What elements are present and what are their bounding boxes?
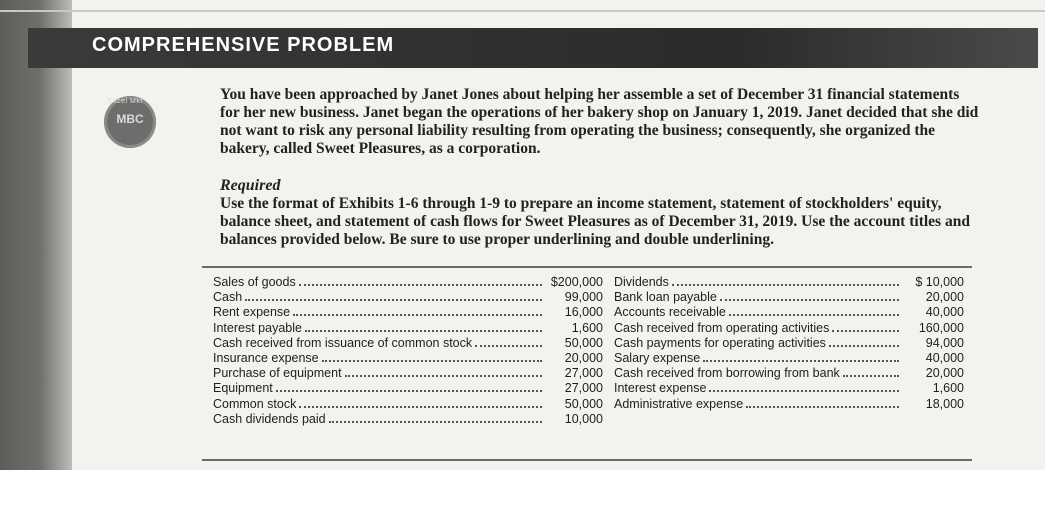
leader-dots [843,366,899,377]
account-amount: 27,000 [564,381,603,396]
account-amount: 18,000 [925,396,964,411]
account-label: Salary expense [614,350,701,365]
problem-intro: You have been approached by Janet Jones about helping her assemble a set of December 31 financial statements for her new business. Janet began the operations of her bakery shop on January 1, 2019. Janet decided that she did not want to risk any personal liability resulting from operating the business; consequently, she organized the bakery, called Sweet Pleasures, as a corporation. [220,86,979,157]
leader-dots [729,305,899,316]
table-row [614,321,964,336]
account-label: Insurance expense [213,350,319,365]
leader-dots [829,336,899,347]
account-label: Common stock [213,396,297,411]
leader-dots [709,381,899,392]
accounts-table-right [614,275,964,412]
account-amount: $ 10,000 [915,275,964,289]
account-label: Cash received from borrowing from bank [614,366,840,381]
leader-dots [672,275,899,286]
table-row [213,397,603,412]
account-amount: 20,000 [564,350,603,365]
table-row [614,351,964,366]
account-label: Purchase of equipment [213,366,342,381]
account-label: Cash [213,290,243,305]
page-margin [0,470,1045,523]
account-amount: 1,600 [571,320,603,335]
page-gutter-shadow [0,0,72,470]
account-amount: 40,000 [925,305,964,320]
account-label: Bank loan payable [614,290,717,305]
table-row [213,351,603,366]
leader-dots [703,351,899,362]
accounts-table-left [213,275,603,427]
table-row [614,275,964,290]
account-amount: 27,000 [564,366,603,381]
leader-dots [329,412,542,423]
table-row [213,305,603,320]
leader-dots [276,381,542,392]
leader-dots [746,397,899,408]
badge-label: MBC [116,112,144,126]
account-label: Dividends [614,275,669,289]
account-label: Cash payments for operating activities [614,335,826,350]
leader-dots [305,321,542,332]
required-instructions: Use the format of Exhibits 1-6 through 1-9 to prepare an income statement, statement of stockholders' equity, balance sheet, and statement of cash flows for Sweet Pleasures as of December 31, 2019. Use the account titles and balances provided below. Be sure to use proper underlining and double underlining. [220,195,970,248]
table-bottom-rule [202,459,972,461]
leader-dots [322,351,542,362]
account-label: Cash dividends paid [213,411,326,426]
mbc-badge-icon [104,96,156,148]
table-row [213,336,603,351]
table-row [614,366,964,381]
leader-dots [245,290,542,301]
account-label: Cash received from issuance of common stock [213,335,473,350]
required-heading: Required [220,177,281,194]
account-amount: 94,000 [925,335,964,350]
account-amount: 99,000 [564,290,603,305]
account-label: Interest expense [614,381,707,396]
account-amount: $200,000 [550,275,603,289]
account-label: Administrative expense [614,396,744,411]
table-row [213,381,603,396]
table-row [614,305,964,320]
account-amount: 40,000 [925,350,964,365]
account-label: Equipment [213,381,273,396]
leader-dots [293,305,542,316]
leader-dots [832,321,899,332]
leader-dots [345,366,542,377]
table-row [213,366,603,381]
account-amount: 50,000 [564,335,603,350]
leader-dots [299,275,542,286]
table-top-rule [202,266,972,268]
top-divider [0,10,1045,12]
section-title: COMPREHENSIVE PROBLEM [92,34,395,56]
table-row [213,275,603,290]
account-label: Rent expense [213,305,291,320]
account-amount: 10,000 [564,411,603,426]
table-row [213,412,603,427]
account-label: Sales of goods [213,275,296,289]
account-amount: 20,000 [925,290,964,305]
leader-dots [720,290,899,301]
table-row [213,321,603,336]
account-amount: 20,000 [925,366,964,381]
table-row [614,381,964,396]
table-row [614,290,964,305]
table-row [614,397,964,412]
account-label: Cash received from operating activities [614,320,830,335]
account-amount: 1,600 [932,381,964,396]
account-amount: 16,000 [564,305,603,320]
leader-dots [299,397,542,408]
table-row [614,336,964,351]
account-label: Interest payable [213,320,302,335]
account-label: Accounts receivable [614,305,726,320]
account-amount: 160,000 [918,320,964,335]
leader-dots [475,336,542,347]
account-amount: 50,000 [564,396,603,411]
table-row [213,290,603,305]
badge-arc-text: Excel Mkt [108,98,143,105]
